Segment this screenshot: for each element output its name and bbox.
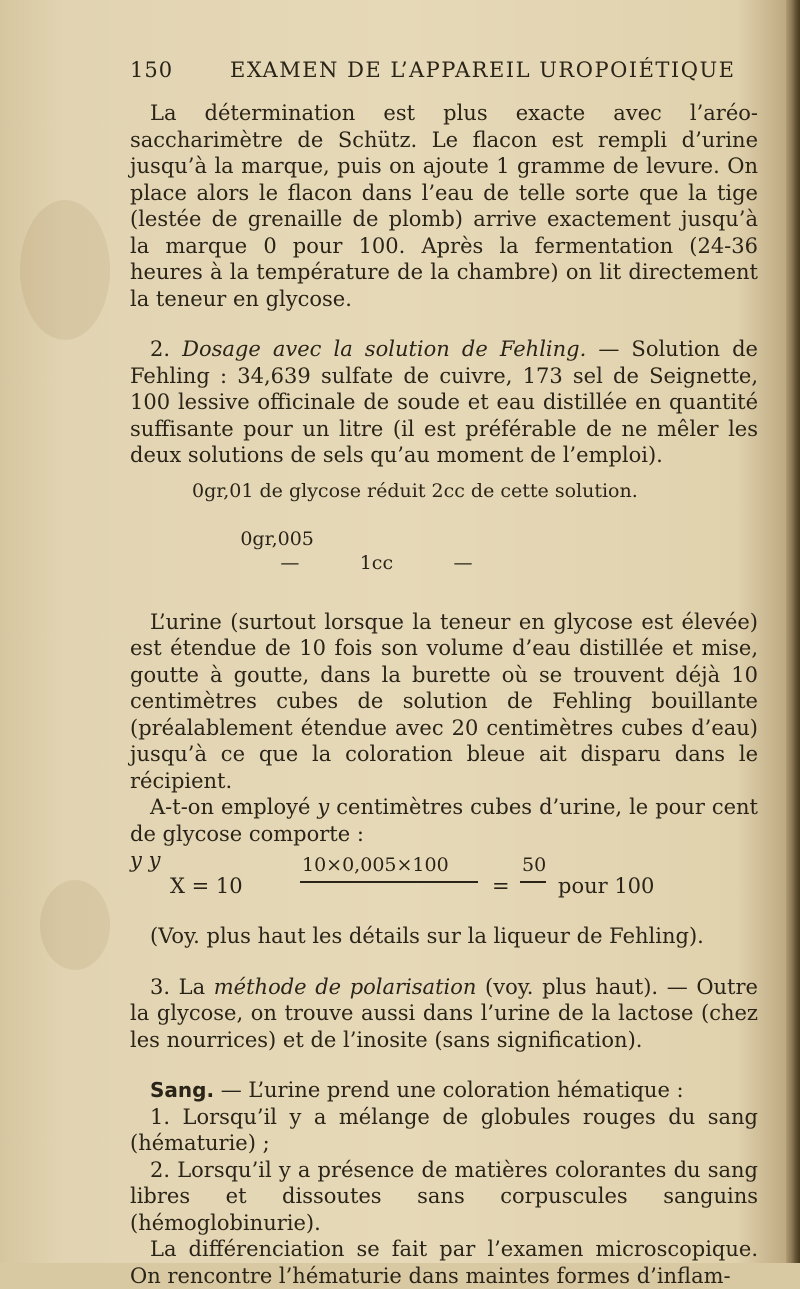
formula-block <box>130 847 758 923</box>
paragraph-procedure: L’urine (surtout lorsque la teneur en glycose est élevée) est étendue de 10 fois son volume d’eau distillée et mise, goutte à goutte, dans la burette où se trouvent déjà 10 centimètres cubes de solution de Fehling bouillante (préalablement étendue avec 20 centimètres cubes d’eau) jusqu’à ce que la coloration bleue ait disparu dans le récipient. <box>130 609 758 793</box>
paragraph-areo-saccharimetre: La détermination est plus exacte avec l’aréo-saccharimètre de Schütz. Le flacon est rempli d’urine jusqu’à la marque, puis on ajoute 1 gramme de levure. On place alors le flacon dans l’eau de telle sorte que la tige (lestée de grenaille de plomb) arrive exactement jusqu’à la marque 0 pour 100. Après la fermentation (24-36 heures à la température de la chambre) on lit directement la teneur en glycose. <box>130 101 758 311</box>
list-item: 1. Lorsqu’il y a mélange de globules rouges du sang (hématurie) ; <box>130 1104 758 1155</box>
paper-stain <box>40 880 110 970</box>
paragraph-differenciation: La différenciation se fait par l’examen microscopique. On rencontre l’hématurie dans maintes formes d’inflam- <box>130 1237 758 1288</box>
formula-numerator-1: 10×0,005×100 <box>302 854 449 876</box>
section-text: — Solution de Fehling : 34,639 sulfate de cuivre, 173 sel de Seignette, 100 lessive officinale de soude et eau distillée en quantité suffisante pour un litre (il est préférable de ne mêler les deux solutions de sels qu’au moment de l’emploi). <box>130 337 758 467</box>
paragraph-fehling <box>130 336 758 469</box>
formula-equals: = <box>492 874 510 898</box>
formula-tail: pour 100 <box>558 874 655 898</box>
page-edge-shadow <box>786 0 800 1263</box>
paragraph-question: A-t-on employé y centimètres cubes d’urine, le pour cent de glycose comporte : <box>130 795 758 846</box>
equivalence-weight: 0gr,005 <box>240 527 314 550</box>
paper-stain <box>20 200 110 340</box>
equivalence-line <box>130 479 758 599</box>
page-body <box>130 100 758 1289</box>
equivalence-text: — 1cc — <box>280 551 473 574</box>
formula-lhs: X = 10 <box>170 874 243 898</box>
equivalence-weight: 0gr,01 <box>192 479 254 502</box>
paragraph-polarisation: 3. La méthode de polarisation (voy. plus haut). — Outre la glycose, on trouve aussi dans l’urine de la lactose (chez les nourrices) et de l’inosite (sans signification). <box>130 974 758 1052</box>
section-heading-sang: Sang. <box>150 1078 215 1102</box>
section-title: Dosage avec la solution de Fehling. <box>182 337 587 361</box>
list-item: 2. Lorsqu’il y a présence de matières colorantes du sang libres et dissoutes sans corpuscules sanguins (hémoglobinurie). <box>130 1157 758 1235</box>
fraction-bar <box>300 881 478 883</box>
section-number: 2. <box>150 337 171 361</box>
formula-denominator-2: y <box>148 848 161 872</box>
page-number: 150 <box>130 58 174 82</box>
formula-numerator-2: 50 <box>522 854 547 876</box>
fraction-bar <box>520 881 546 883</box>
section-title: méthode de polarisation <box>213 974 477 999</box>
paragraph-sang-intro: Sang. — L’urine prend une coloration hématique : <box>150 1078 684 1102</box>
equivalence-text: de glycose réduit 2cc de cette solution. <box>259 479 638 502</box>
formula-denominator-1: y <box>130 848 142 872</box>
running-title: EXAMEN DE L’APPAREIL UROPOIÉTIQUE <box>230 58 736 82</box>
paragraph-reference: (Voy. plus haut les détails sur la liqueur de Fehling). <box>150 924 704 948</box>
variable-y: y <box>317 795 330 819</box>
